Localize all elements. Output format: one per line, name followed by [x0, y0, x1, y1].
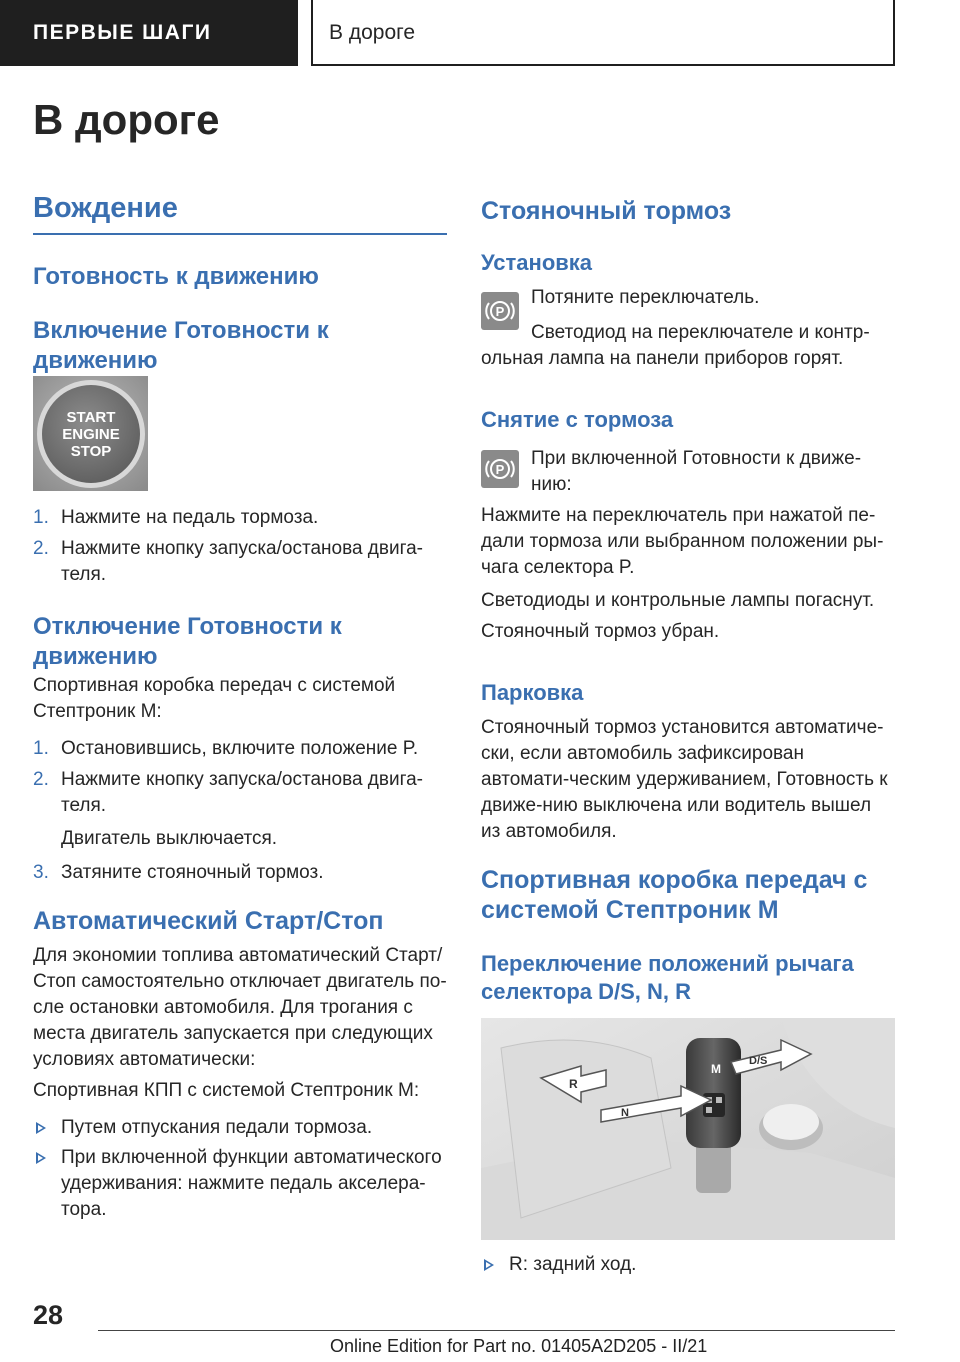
list-number: 3.: [33, 862, 49, 883]
triangle-bullet-icon: [36, 1122, 46, 1134]
release-text-1: При включенной Готовности к движе-нию:: [531, 448, 862, 495]
bullet-text: R: задний ход.: [509, 1254, 637, 1275]
disable-intro: Спортивная коробка передач с системой Стептроник M:: [33, 675, 396, 722]
heading-autostart: Автоматический Старт/Стоп: [33, 907, 384, 935]
label-n: N: [621, 1107, 629, 1119]
start-stop-button-image: [33, 376, 148, 491]
button-label-line-2: ENGINE: [62, 426, 120, 443]
autostart-paragraph: Для экономии топлива автоматический Старт/Стоп самостоятельно отключает двигатель по-сле остановки автомобиля. Для трогания с места двигатель запускается при следующих условиях автоматически:: [33, 945, 447, 1070]
heading-sport-gearbox: Спортивная коробка передач с системой Стептроник M: [481, 866, 868, 924]
page-header: [0, 0, 960, 66]
gear-selector-image: [481, 1018, 895, 1240]
start-stop-button-icon: [33, 376, 148, 491]
autostart-paragraph-2: Спортивная КПП с системой Стептроник M:: [33, 1080, 420, 1101]
list-text: Нажмите на педаль тормоза.: [61, 507, 319, 528]
heading-ready: Готовность к движению: [33, 263, 319, 290]
list-number: 1.: [33, 738, 49, 759]
button-label-line-1: START: [66, 409, 116, 426]
footer-edition: Online Edition for Part no. 01405A2D205 - II/21: [330, 1336, 708, 1356]
heading-enable: Включение Готовности к движению: [33, 317, 329, 374]
heading-driving: Вождение: [33, 192, 178, 224]
heading-set: Установка: [481, 250, 593, 275]
heading-selector: Переключение положений рычага селектора D/S, N, R: [481, 951, 854, 1004]
page-number: 28: [33, 1300, 64, 1330]
footer-divider: [98, 1330, 895, 1331]
list-number: 2.: [33, 769, 49, 790]
heading-parking-brake: Стояночный тормоз: [481, 197, 732, 225]
triangle-bullet-icon: [484, 1259, 494, 1271]
triangle-bullet-icon: [36, 1152, 46, 1164]
list-text: Нажмите кнопку запуска/останова двига-теля.: [61, 538, 424, 585]
list-number: 1.: [33, 507, 49, 528]
label-r: R: [569, 1077, 578, 1091]
bullet-text: При включенной функции автоматического удерживания: нажмите педаль акселера-тора.: [61, 1147, 442, 1220]
section-tab[interactable]: ПЕРВЫЕ ШАГИ: [0, 0, 298, 66]
page-title: В дороге: [33, 96, 220, 143]
release-text-3: Светодиоды и контрольные лампы погаснут.: [481, 590, 875, 611]
bullet-text: Путем отпускания педали тормоза.: [61, 1117, 373, 1138]
heading-parking: Парковка: [481, 680, 584, 705]
gear-selector-icon: [481, 1018, 895, 1240]
svg-text:P: P: [495, 304, 505, 319]
label-ds: D/S: [749, 1055, 768, 1067]
list-text: Затяните стояночный тормоз.: [61, 862, 324, 883]
release-text-4: Стояночный тормоз убран.: [481, 621, 720, 642]
list-text: Нажмите кнопку запуска/останова двига-теля.: [61, 769, 424, 816]
parking-text: Стояночный тормоз установится автоматиче-ски, если автомобиль зафиксирован автомати-ческим удерживанием, Готовность к движе-нию выключена или водитель вышел из автомобиля.: [481, 717, 888, 842]
button-label-line-3: STOP: [70, 443, 112, 460]
list-text: Двигатель выключается.: [61, 828, 278, 849]
heading-release: Снятие с тормоза: [481, 407, 674, 432]
heading-underline: [33, 233, 447, 235]
release-text-2: Нажмите на переключатель при нажатой пе-дали тормоза или выбранном положении ры-чага селектора P.: [481, 505, 884, 578]
set-text-1: Потяните переключатель.: [531, 287, 760, 308]
parking-brake-icon: [481, 450, 519, 488]
set-text-2: Светодиод на переключателе и контр-ольная лампа на панели приборов горят.: [481, 322, 870, 369]
list-number: 2.: [33, 538, 49, 559]
svg-text:P: P: [495, 462, 505, 477]
lever-badge-m: M: [711, 1062, 721, 1076]
heading-disable: Отключение Готовности к движению: [33, 613, 342, 670]
list-text: Остановившись, включите положение P.: [61, 738, 419, 759]
breadcrumb[interactable]: В дороге: [311, 0, 895, 66]
